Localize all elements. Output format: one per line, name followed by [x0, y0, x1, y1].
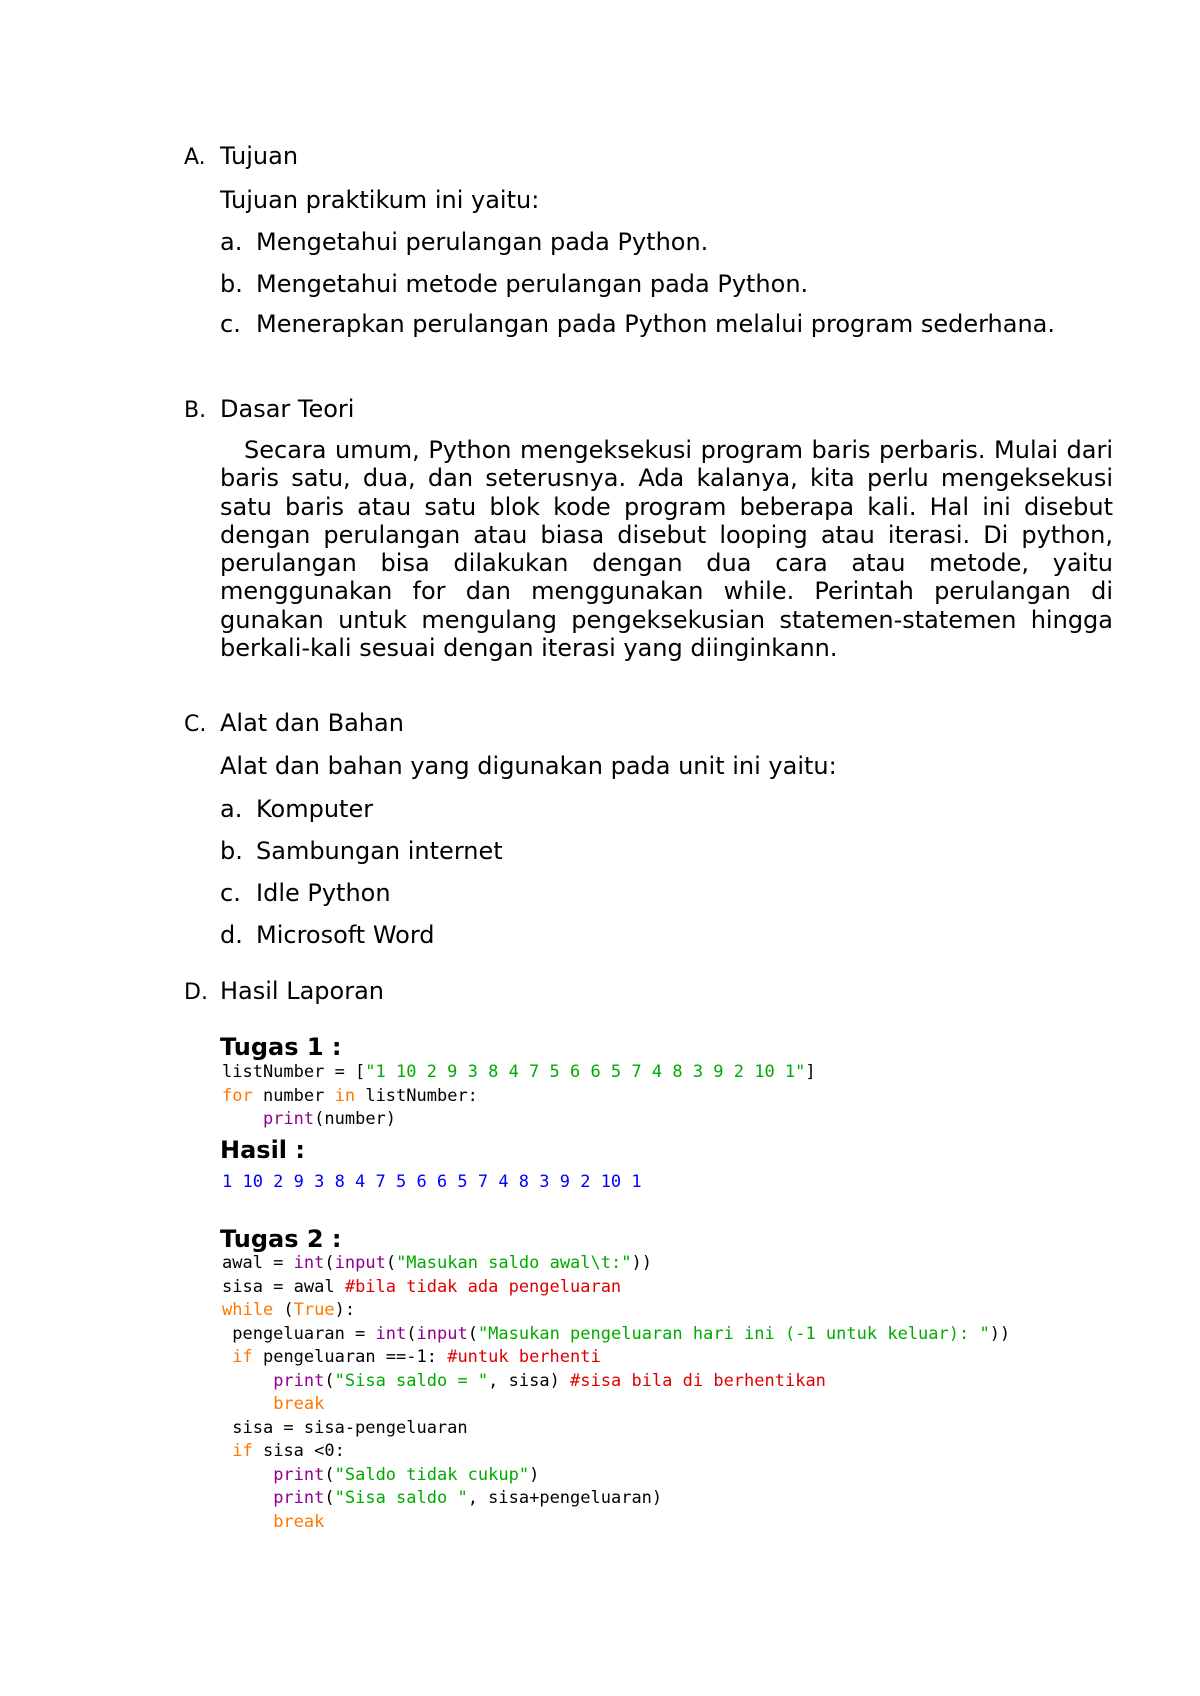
- code-line: print("Sisa saldo ", sisa+pengeluaran): [273, 1488, 663, 1508]
- section-c-letter: C.: [184, 712, 207, 737]
- list-marker: b.: [220, 837, 243, 865]
- list-item-text: Sambungan internet: [256, 837, 503, 865]
- section-a-title: Tujuan: [220, 142, 299, 170]
- section-c-item: [220, 879, 391, 907]
- section-a-item: [220, 310, 1055, 338]
- tugas-1-output: 1 10 2 9 3 8 4 7 5 6 6 5 7 4 8 3 9 2 10 1: [222, 1172, 642, 1192]
- section-a-item: [220, 228, 708, 256]
- list-item-text: Idle Python: [256, 879, 391, 907]
- list-item-text: Mengetahui perulangan pada Python.: [256, 228, 709, 256]
- tugas-2-label: Tugas 2 :: [220, 1225, 342, 1253]
- list-item-text: Menerapkan perulangan pada Python melalui program sederhana.: [256, 310, 1056, 338]
- list-marker: d.: [220, 921, 243, 949]
- code-line: for number in listNumber:: [222, 1085, 478, 1106]
- code-line: pengeluaran = int(input("Masukan pengeluaran hari ini (-1 untuk keluar): ")): [222, 1323, 1011, 1344]
- section-b-letter: B.: [184, 398, 207, 423]
- hasil-label: Hasil :: [220, 1136, 305, 1164]
- code-line: print("Sisa saldo = ", sisa) #sisa bila di berhentikan: [273, 1370, 826, 1391]
- code-line: while (True):: [222, 1300, 356, 1320]
- code-line: print(number): [262, 1109, 397, 1129]
- section-a-letter: A.: [184, 145, 206, 170]
- list-marker: a.: [220, 228, 243, 256]
- list-marker: a.: [220, 795, 243, 823]
- section-d-letter: D.: [184, 980, 208, 1005]
- section-a-item: [220, 270, 808, 298]
- tugas-2-code: [222, 1252, 1010, 1534]
- code-line: print("Saldo tidak cukup"): [273, 1464, 540, 1485]
- section-c-heading: [184, 709, 404, 737]
- list-marker: b.: [220, 270, 243, 298]
- list-marker: c.: [220, 879, 241, 907]
- code-line: awal = int(input("Masukan saldo awal\t:")): [222, 1253, 652, 1273]
- code-line: sisa = sisa-pengeluaran: [222, 1417, 468, 1438]
- list-item-text: Microsoft Word: [256, 921, 435, 949]
- section-a-intro: Tujuan praktikum ini yaitu:: [220, 186, 540, 214]
- code-line: break: [273, 1511, 325, 1532]
- list-item-text: Komputer: [256, 795, 374, 823]
- theory-paragraph: [220, 436, 1113, 662]
- tugas-1-code: [222, 1061, 816, 1132]
- section-d-title: Hasil Laporan: [220, 977, 385, 1005]
- code-line: if pengeluaran ==-1: #untuk berhenti: [232, 1347, 601, 1367]
- section-c-title: Alat dan Bahan: [220, 709, 404, 737]
- section-a-heading: [184, 142, 298, 170]
- list-marker: c.: [220, 310, 241, 338]
- section-b-heading: [184, 395, 354, 423]
- section-c-item: [220, 921, 435, 949]
- code-line: break: [273, 1394, 325, 1414]
- section-d-heading: [184, 977, 384, 1005]
- theory-paragraph-text: Secara umum, Python mengeksekusi program baris perbaris. Mulai dari baris satu, dua, dan seterusnya. Ada kalanya, kita perlu mengeksekusi satu baris atau satu blok kode program beberapa kali. Hal ini disebut dengan perulangan atau biasa disebut looping atau iterasi. Di python, perulangan bisa dilakukan dengan dua cara atau metode, yaitu menggunakan for dan menggunakan while. Perintah perulangan di gunakan untuk mengulang pengeksekusian statemen-statemen hingga berkali-kali sesuai dengan iterasi yang diinginkann.: [220, 436, 1113, 663]
- section-c-intro: Alat dan bahan yang digunakan pada unit ini yaitu:: [220, 752, 837, 780]
- list-item-text: Mengetahui metode perulangan pada Python.: [256, 270, 809, 298]
- code-line: sisa = awal #bila tidak ada pengeluaran: [222, 1276, 622, 1297]
- section-b-title: Dasar Teori: [220, 395, 355, 423]
- section-c-item: [220, 837, 503, 865]
- tugas-1-label: Tugas 1 :: [220, 1033, 342, 1061]
- code-line: listNumber = ["1 10 2 9 3 8 4 7 5 6 6 5 7 4 8 3 9 2 10 1"]: [222, 1062, 816, 1082]
- code-line: if sisa <0:: [232, 1441, 345, 1461]
- section-c-item: [220, 795, 373, 823]
